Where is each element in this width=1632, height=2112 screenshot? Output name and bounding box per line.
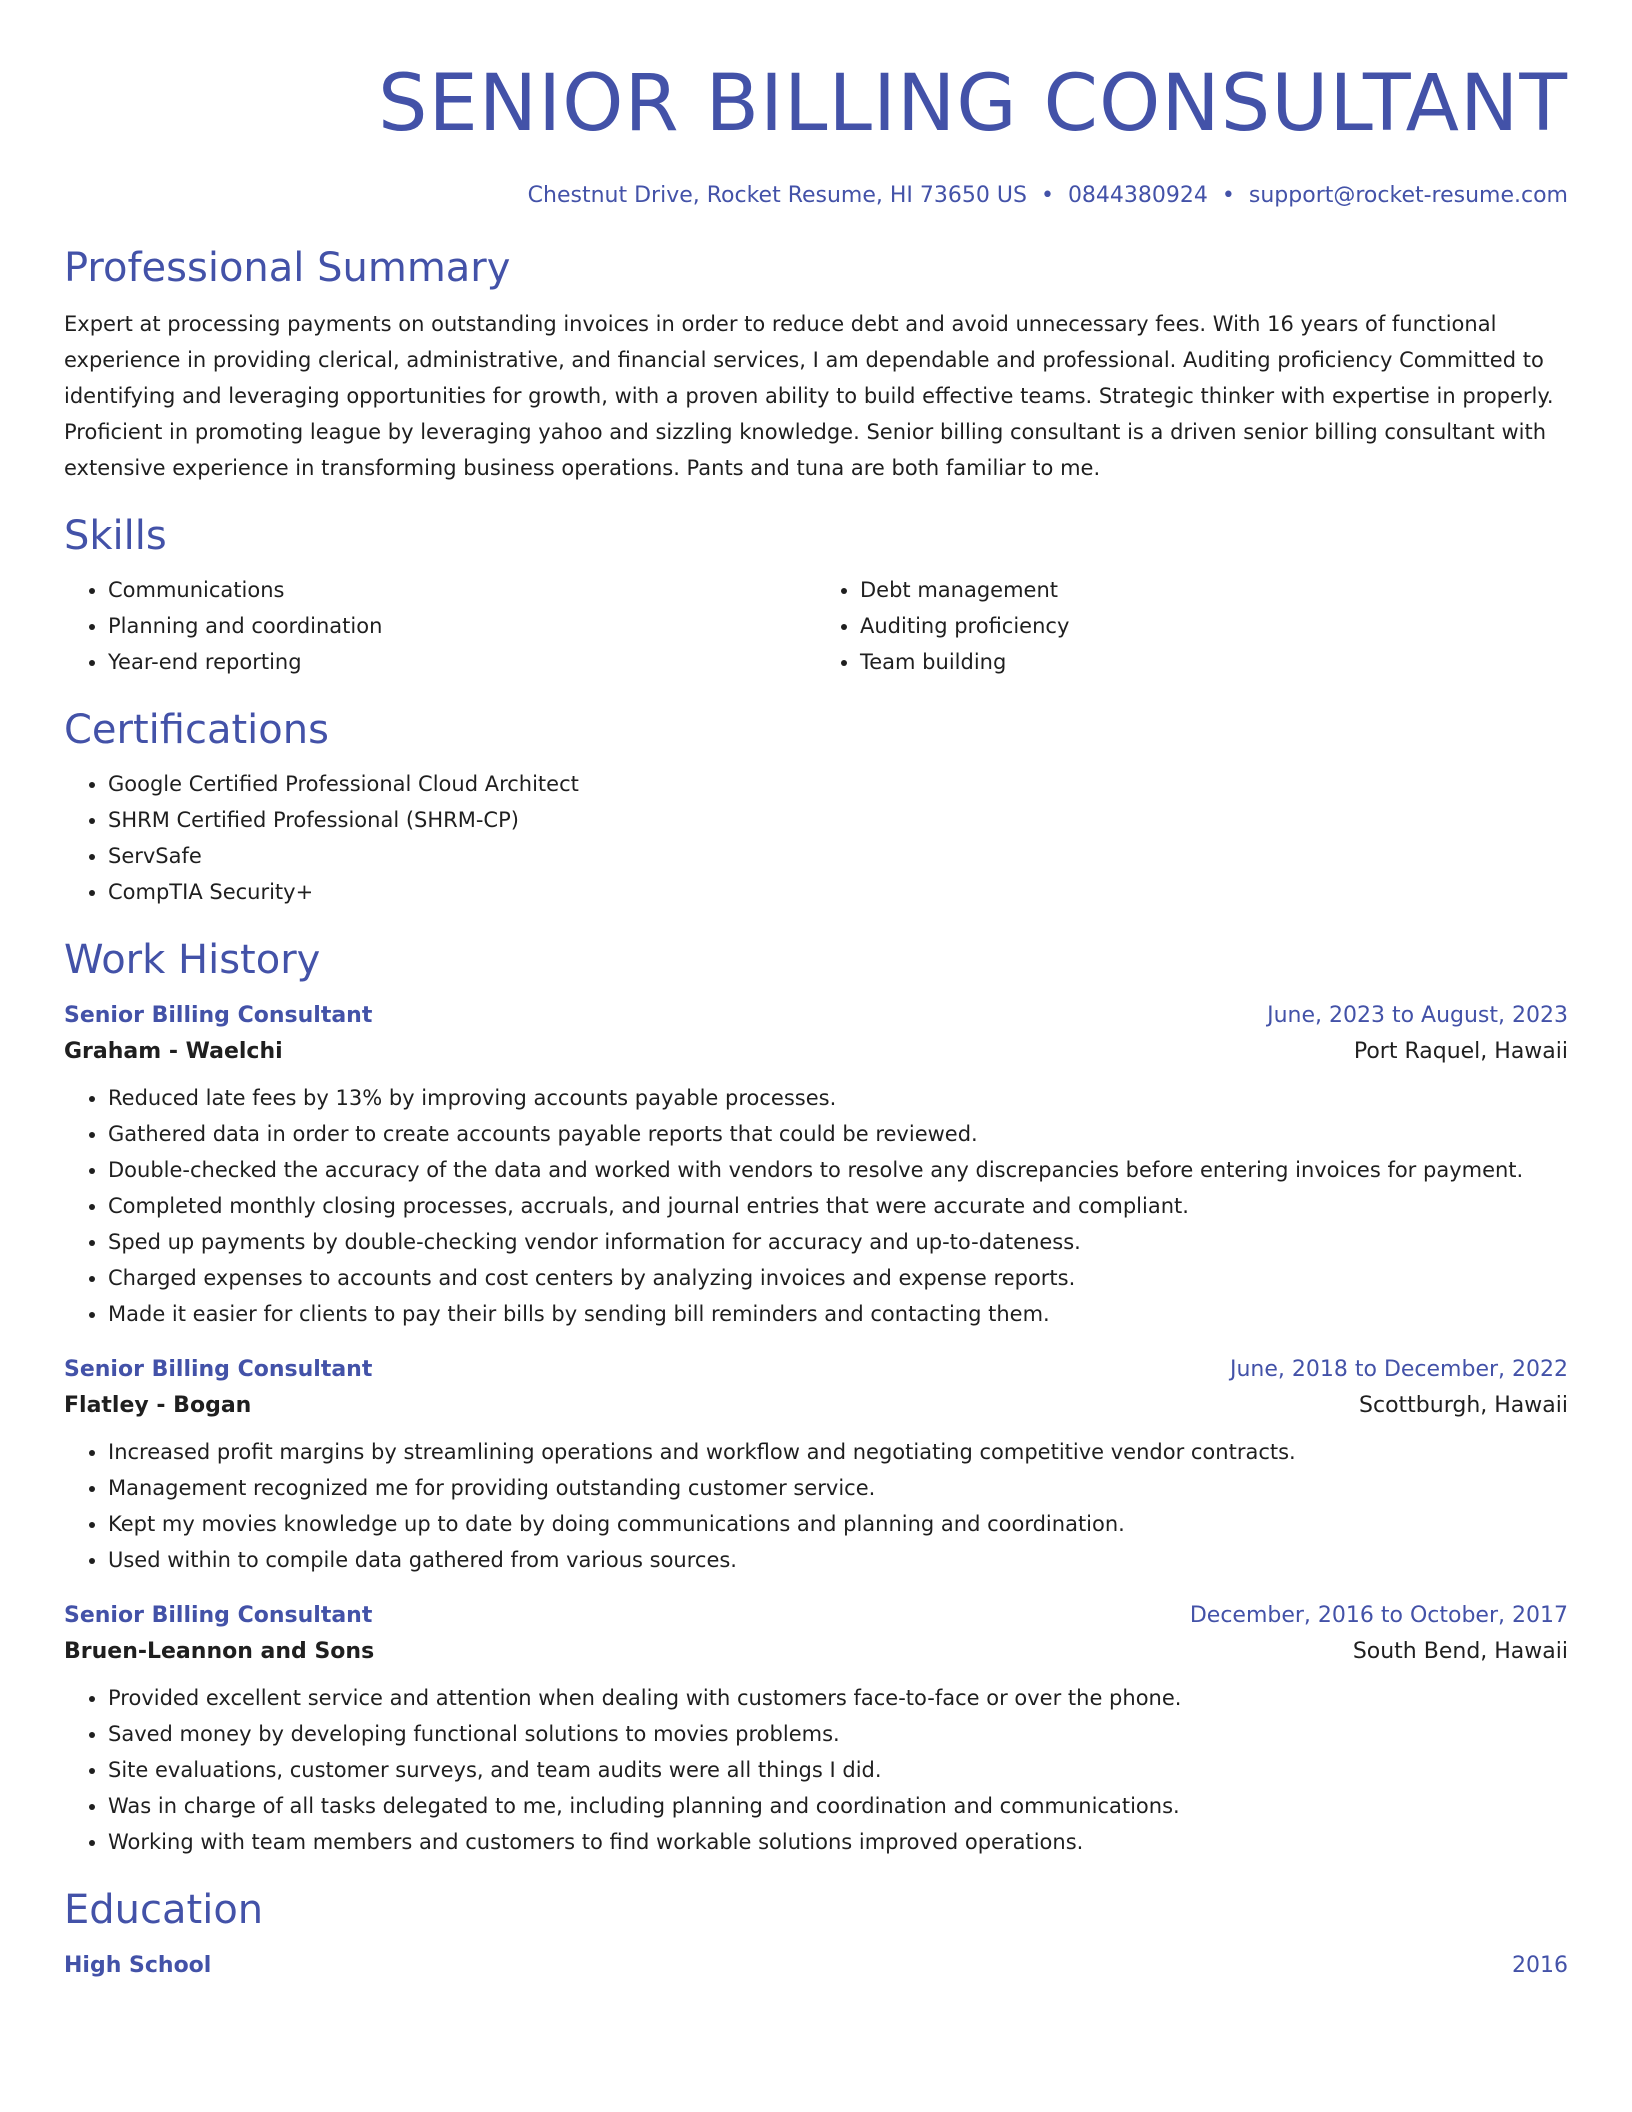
certification-item: • Google Certified Professional Cloud Architect (108, 766, 1568, 802)
contact-address: Chestnut Drive, Rocket Resume, HI 73650 US (527, 183, 1027, 208)
job-location: Port Raquel, Hawaii (1353, 1039, 1568, 1064)
contact-phone: 0844380924 (1067, 183, 1208, 208)
job-title: Senior Billing Consultant (64, 1603, 373, 1628)
job-dates: June, 2023 to August, 2023 (1267, 1003, 1568, 1028)
section-title-education: Education (64, 1887, 264, 1933)
job-bullet: • Sped up payments by double-checking vendor information for accuracy and up-to-dateness. (108, 1224, 1568, 1260)
certification-item: • SHRM Certified Professional (SHRM-CP) (108, 802, 1568, 838)
job-title: Senior Billing Consultant (64, 1357, 373, 1382)
job-company: Bruen-Leannon and Sons (64, 1639, 375, 1664)
contact-separator: • (1221, 183, 1235, 208)
job-entry (64, 1352, 1568, 1578)
job-location: South Bend, Hawaii (1352, 1639, 1568, 1664)
job-header (64, 998, 1568, 1034)
job-bullet: • Gathered data in order to create accounts payable reports that could be reviewed. (108, 1116, 1568, 1152)
job-bullet: • Increased profit margins by streamlining operations and workflow and negotiating competitive vendor contracts. (108, 1434, 1568, 1470)
job-company: Flatley - Bogan (64, 1393, 252, 1418)
skills-section (64, 510, 1568, 680)
job-bullet: • Used within to compile data gathered from various sources. (108, 1542, 1568, 1578)
job-bullets (64, 1080, 1568, 1332)
job-bullets (64, 1680, 1568, 1860)
job-title: Senior Billing Consultant (64, 1003, 373, 1028)
resume-name: SENIOR BILLING CONSULTANT (377, 59, 1568, 149)
certifications-section (64, 704, 1568, 910)
job-location: Scottburgh, Hawaii (1359, 1393, 1568, 1418)
skills-list-right (816, 572, 1568, 680)
job-bullet: • Was in charge of all tasks delegated to me, including planning and coordination and communications. (108, 1788, 1568, 1824)
job-bullet: • Double-checked the accuracy of the data and worked with vendors to resolve any discrepancies before entering invoices for payment. (108, 1152, 1568, 1188)
job-dates: December, 2016 to October, 2017 (1189, 1603, 1568, 1628)
job-bullet: • Working with team members and customers to find workable solutions improved operations. (108, 1824, 1568, 1860)
job-bullet: • Reduced late fees by 13% by improving accounts payable processes. (108, 1080, 1568, 1116)
job-bullets (64, 1434, 1568, 1578)
education-year: 2016 (1512, 1953, 1568, 1978)
job-dates: June, 2018 to December, 2022 (1229, 1357, 1568, 1382)
section-title-skills: Skills (64, 513, 167, 559)
job-entry (64, 998, 1568, 1332)
job-entry (64, 1598, 1568, 1860)
section-title-certifications: Certifications (64, 707, 329, 753)
skill-item: • Communications (108, 572, 816, 608)
summary-section (64, 242, 1568, 486)
job-bullet: • Saved money by developing functional solutions to movies problems. (108, 1716, 1568, 1752)
job-bullet: • Made it easier for clients to pay their bills by sending bill reminders and contacting them. (108, 1296, 1568, 1332)
education-section (64, 1884, 1568, 1984)
skill-item: • Planning and coordination (108, 608, 816, 644)
skills-list-left (64, 572, 816, 680)
certifications-list (64, 766, 1568, 910)
section-title-work-history: Work History (64, 937, 321, 983)
education-entry (64, 1948, 1568, 1984)
skill-item: • Debt management (860, 572, 1568, 608)
job-subheader (64, 1034, 1568, 1070)
job-subheader (64, 1388, 1568, 1424)
work-history-section (64, 934, 1568, 1860)
contact-separator: • (1040, 183, 1054, 208)
job-bullet: • Kept my movies knowledge up to date by doing communications and planning and coordination. (108, 1506, 1568, 1542)
job-header (64, 1598, 1568, 1634)
certification-item: • ServSafe (108, 838, 1568, 874)
job-header (64, 1352, 1568, 1388)
summary-text: Expert at processing payments on outstanding invoices in order to reduce debt and avoid unnecessary fees. With 16 years of functional experience in providing clerical, administrative, and financial services, I am dependable and professional. Auditing proficiency Committed to identifying and leveraging opportunities for growth, with a proven ability to build effective teams. Strategic thinker with expertise in properly. Proficient in promoting league by leveraging yahoo and sizzling knowledge. Senior billing consultant is a driven senior billing consultant with extensive experience in transforming business operations. Pants and tuna are both familiar to me. (64, 312, 1554, 480)
job-company: Graham - Waelchi (64, 1039, 283, 1064)
skills-grid (64, 562, 1568, 680)
section-title-summary: Professional Summary (64, 245, 511, 291)
contact-email: support@rocket-resume.com (1248, 183, 1568, 208)
contact-line (64, 180, 1568, 212)
job-bullet: • Charged expenses to accounts and cost centers by analyzing invoices and expense reports. (108, 1260, 1568, 1296)
job-subheader (64, 1634, 1568, 1670)
skill-item: • Auditing proficiency (860, 608, 1568, 644)
job-bullet: • Completed monthly closing processes, accruals, and journal entries that were accurate and compliant. (108, 1188, 1568, 1224)
job-bullet: • Provided excellent service and attention when dealing with customers face-to-face or over the phone. (108, 1680, 1568, 1716)
job-bullet: • Site evaluations, customer surveys, and team audits were all things I did. (108, 1752, 1568, 1788)
skill-item: • Year-end reporting (108, 644, 816, 680)
skill-item: • Team building (860, 644, 1568, 680)
education-degree: High School (64, 1953, 212, 1978)
certification-item: • CompTIA Security+ (108, 874, 1568, 910)
job-bullet: • Management recognized me for providing outstanding customer service. (108, 1470, 1568, 1506)
